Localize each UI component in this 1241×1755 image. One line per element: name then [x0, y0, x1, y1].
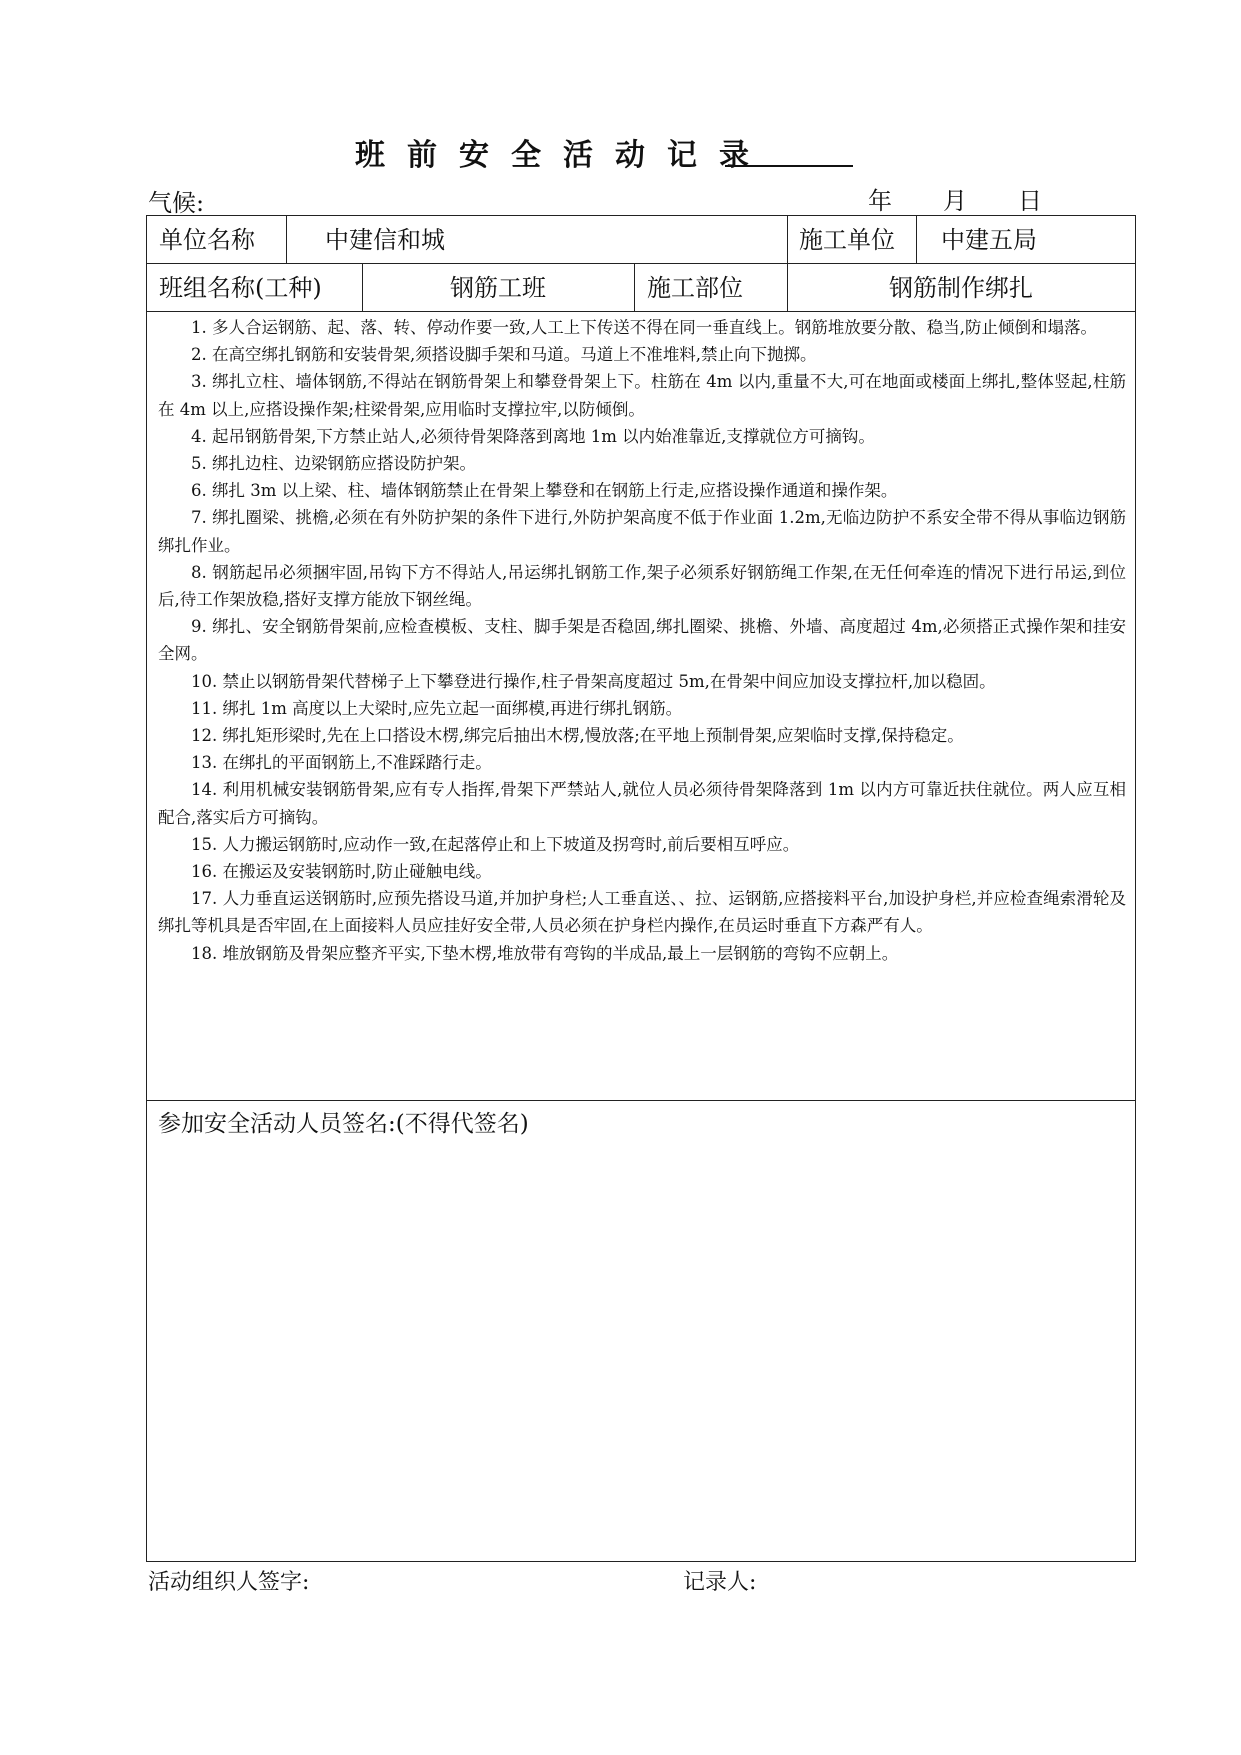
divider [634, 264, 635, 312]
rule-item: 9. 绑扎、安全钢筋骨架前,应检查模板、支柱、脚手架是否稳固,绑扎圈梁、挑檐、外墙、高度超过 4m,必须搭正式操作架和挂安全网。 [158, 617, 1126, 664]
recorder-label: 记录人: [683, 1570, 757, 1595]
weather-label: 气候: [148, 189, 205, 217]
row-divider [147, 1100, 1135, 1101]
rule-item: 16. 在搬运及安装钢筋时,防止碰触电线。 [191, 862, 492, 882]
rule-item: 13. 在绑扎的平面钢筋上,不准踩踏行走。 [191, 753, 492, 773]
construction-unit-value: 中建五局 [941, 226, 1037, 254]
signature-label: 参加安全活动人员签名:(不得代签名) [158, 1111, 529, 1137]
title-underline [725, 165, 853, 167]
year-label: 年 [868, 187, 892, 215]
rule-item: 1. 多人合运钢筋、起、落、转、停动作要一致,人工上下传送不得在同一垂直线上。钢筋堆放要分散、稳当,防止倾倒和塌落。 [191, 318, 1097, 337]
divider [916, 216, 917, 264]
rule-item: 2. 在高空绑扎钢筋和安装骨架,须搭设脚手架和马道。马道上不准堆料,禁止向下抛掷。 [191, 345, 817, 365]
rule-item: 6. 绑扎 3m 以上梁、柱、墙体钢筋禁止在骨架上攀登和在钢筋上行走,应搭设操作通道和操作架。 [191, 481, 898, 501]
rule-item: 17. 人力垂直运送钢筋时,应预先搭设马道,并加护身栏;人工垂直送、、拉、运钢筋,应搭接料平台,加设护身栏,并应检查绳索滑轮及绑扎等机具是否牢固,在上面接料人员应挂好安全带,人员必须在护身栏内操作,在员运时垂直下方森严有人。 [158, 889, 1126, 936]
unit-name-label: 单位名称 [159, 226, 255, 254]
rule-item: 12. 绑扎矩形梁时,先在上口搭设木楞,绑完后抽出木楞,慢放落;在平地上预制骨架,应架临时支撑,保持稳定。 [191, 726, 964, 746]
construction-unit-label: 施工单位 [799, 226, 895, 254]
row-divider [147, 311, 1135, 312]
rule-item: 3. 绑扎立柱、墙体钢筋,不得站在钢筋骨架上和攀登骨架上下。柱筋在 4m 以内,重量不大,可在地面或楼面上绑扎,整体竖起,柱筋在 4m 以上,应搭设操作架;柱梁骨架,应用临时支撑拉牢,以防倾倒。 [158, 372, 1126, 419]
location-label: 施工部位 [647, 274, 743, 302]
month-label: 月 [943, 187, 967, 215]
rule-item: 11. 绑扎 1m 高度以上大梁时,应先立起一面绑模,再进行绑扎钢筋。 [191, 698, 683, 718]
safety-rules [158, 314, 1126, 967]
unit-name-value: 中建信和城 [325, 226, 445, 254]
team-name-label: 班组名称(工种) [159, 274, 322, 302]
rule-item: 15. 人力搬运钢筋时,应动作一致,在起落停止和上下坡道及拐弯时,前后要相互呼应。 [191, 834, 800, 854]
team-name-value: 钢筋工班 [450, 274, 546, 302]
rule-item: 8. 钢筋起吊必须捆牢固,吊钩下方不得站人,吊运绑扎钢筋工作,架子必须系好钢筋绳工作架,在无任何牵连的情况下进行吊运,到位后,待工作架放稳,搭好支撑方能放下钢丝绳。 [158, 562, 1126, 610]
day-label: 日 [1018, 187, 1042, 215]
divider [286, 216, 287, 264]
organizer-signature-label: 活动组织人签字: [148, 1570, 310, 1595]
rule-item: 18. 堆放钢筋及骨架应整齐平实,下垫木楞,堆放带有弯钩的半成品,最上一层钢筋的弯钩不应朝上。 [191, 943, 899, 963]
rule-item: 5. 绑扎边柱、边梁钢筋应搭设防护架。 [191, 454, 476, 474]
location-value: 钢筋制作绑扎 [889, 274, 1033, 302]
page-title: 班前安全活动记录 [355, 138, 771, 173]
rule-item: 4. 起吊钢筋骨架,下方禁止站人,必须待骨架降落到离地 1m 以内始准靠近,支撑就位方可摘钩。 [191, 426, 875, 446]
rule-item: 10. 禁止以钢筋骨架代替梯子上下攀登进行操作,柱子骨架高度超过 5m,在骨架中间应加设支撑拉杆,加以稳固。 [191, 671, 996, 691]
rule-item: 14. 利用机械安装钢筋骨架,应有专人指挥,骨架下严禁站人,就位人员必须待骨架降落到 1m 以内方可靠近扶住就位。两人应互相配合,落实后方可摘钩。 [158, 780, 1126, 827]
rule-item: 7. 绑扎圈梁、挑檐,必须在有外防护架的条件下进行,外防护架高度不低于作业面 1.2m,无临边防护不系安全带不得从事临边钢筋绑扎作业。 [158, 508, 1126, 555]
